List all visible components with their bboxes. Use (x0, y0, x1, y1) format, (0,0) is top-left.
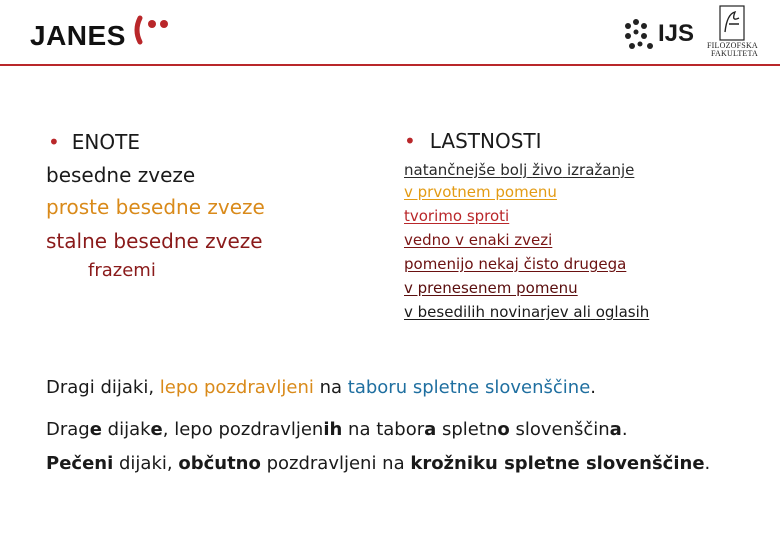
enote-heading-text: ENOTE (71, 130, 140, 154)
sentence-part: Pečeni (46, 453, 114, 474)
sentence-part: . (590, 377, 596, 398)
sentence-part: spletn (436, 419, 498, 440)
sentence-part: Dragi dijaki, (46, 377, 160, 398)
sentence-part: o (497, 419, 510, 440)
sentence-part: taboru spletne slovenščine (347, 377, 591, 398)
ijs-logo-text: IJS (658, 20, 695, 47)
lastnost-line-6: v prenesenem pomenu (404, 279, 578, 297)
lastnosti-heading (404, 129, 542, 153)
lastnost-word: izražanje (566, 161, 635, 179)
sentence-part: slovenščin (509, 419, 610, 440)
enote-item-frazemi: frazemi (88, 260, 156, 281)
header-divider (0, 64, 780, 66)
example-sentence-2 (46, 418, 628, 442)
lastnost-word: natančnejše (404, 161, 496, 179)
bullet: • (48, 130, 60, 154)
sentence-part: e (89, 419, 102, 440)
sentence-part: Drag (46, 419, 90, 440)
sentence-part: e (150, 419, 163, 440)
janes-logo-text: JANES (30, 20, 126, 51)
sentence-part: . (704, 453, 711, 474)
example-sentence-3 (46, 452, 710, 476)
lastnost-line-3: tvorimo sproti (404, 207, 510, 225)
janes-logo-mark-icon (132, 12, 172, 48)
sentence-part: , lepo pozdravljen (162, 419, 324, 440)
sentence-part: . (621, 419, 628, 440)
sentence-part: lepo pozdravljeni (159, 377, 314, 398)
lastnost-line-2: v prvotnem pomenu (404, 183, 557, 201)
enote-heading (48, 129, 140, 155)
sentence-part: občutno (178, 453, 261, 474)
lastnosti-heading-text: LASTNOSTI (429, 129, 542, 153)
sentence-part: na tabor (342, 419, 425, 440)
lastnost-word: v besedilih novinarjev (404, 303, 569, 321)
sentence-part: a (609, 419, 622, 440)
lastnost-line-5: pomenijo nekaj čisto drugega (404, 255, 627, 273)
sentence-part: dijaki, (113, 453, 179, 474)
lastnost-line-7 (404, 302, 649, 322)
bullet: • (404, 129, 416, 153)
ff-logo-line2: FAKULTETA (711, 49, 758, 58)
example-sentence-1 (46, 376, 596, 400)
sentence-part: krožniku spletne slovenščine (410, 453, 705, 474)
lastnost-word: bolj (500, 161, 528, 179)
lastnost-word: oglasih (595, 303, 650, 321)
lastnost-word: ali (573, 303, 591, 321)
enote-item-stalne: stalne besedne zveze (46, 229, 263, 253)
sentence-part: ih (323, 419, 343, 440)
sentence-part: pozdravljeni na (260, 453, 411, 474)
sentence-part: dijak (101, 419, 151, 440)
lastnost-line-4: vedno v enaki zvezi (404, 231, 553, 249)
lastnost-line-1 (404, 160, 634, 180)
enote-item-besedne-zveze: besedne zveze (46, 163, 196, 187)
enote-item-proste: proste besedne zveze (46, 195, 265, 219)
sentence-part: na (313, 377, 348, 398)
lastnost-word: živo (532, 161, 563, 179)
sentence-part: a (424, 419, 437, 440)
ff-logo-line1: FILOZOFSKA (707, 41, 758, 50)
